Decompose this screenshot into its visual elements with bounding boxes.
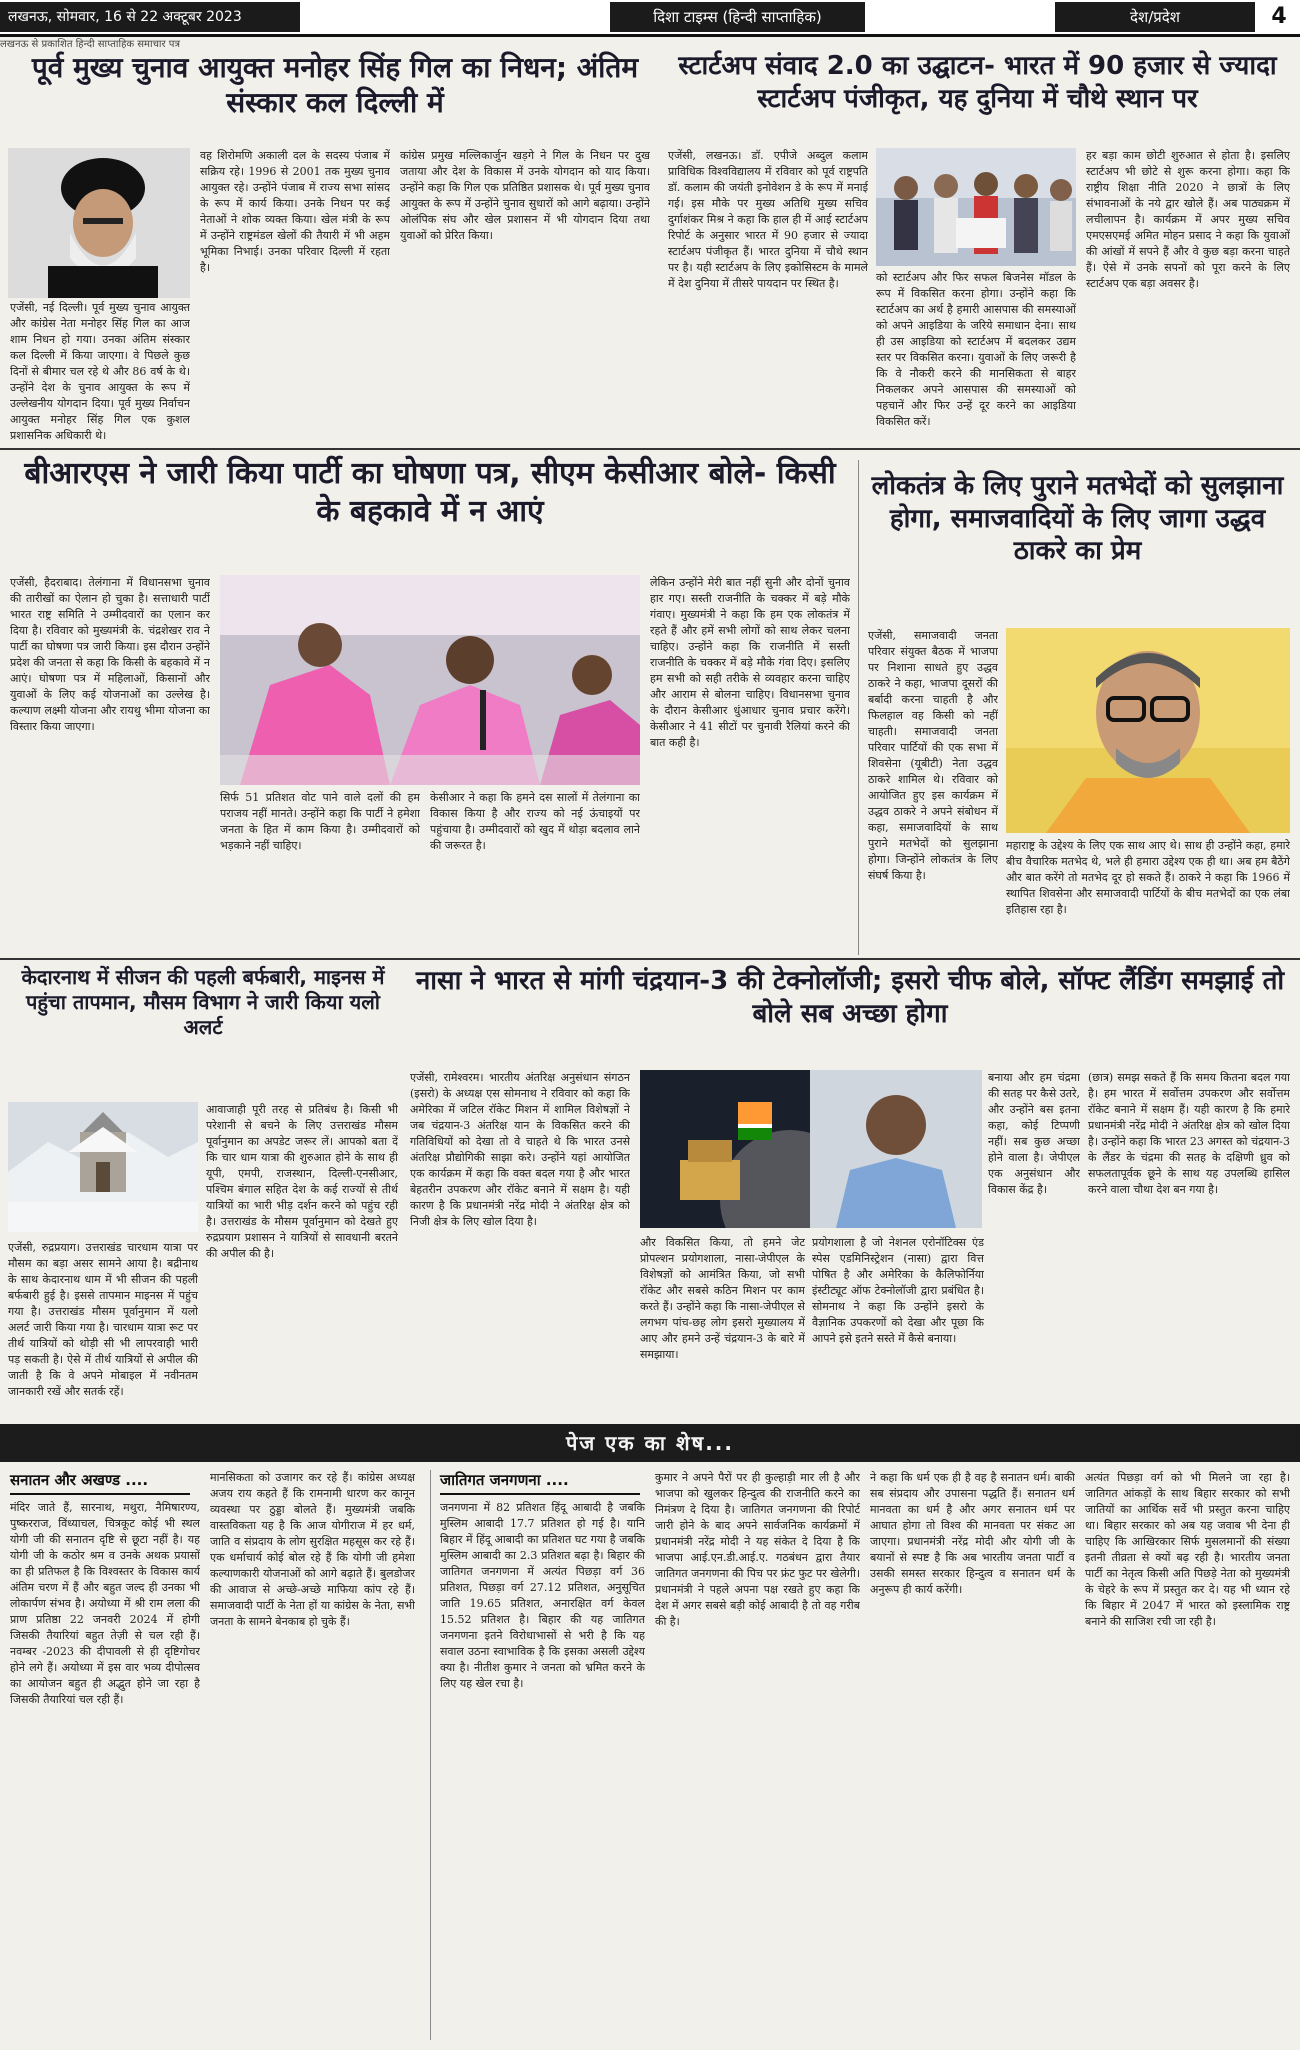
kedarnath-photo <box>8 1102 198 1232</box>
startup-headline: स्टार्टअप संवाद 2.0 का उद्घाटन- भारत में 90 हजार से ज्यादा स्टार्टअप पंजीकृत, यह दुनिया में चौथे स्थान पर <box>678 51 1277 114</box>
divider <box>0 958 1300 960</box>
kedarnath-headline: केदारनाथ में सीजन की पहली बर्फबारी, माइनस में पहुंचा तापमान, मौसम विभाग ने जारी किया यलो अलर्ट <box>21 965 385 1039</box>
startup-column-2: को स्टार्टअप और फिर सफल बिजनेस मॉडल के रूप में विकसित करना होगा। उन्होंने कहा कि स्टार्टअप का अर्थ है हमारी आसपास की समस्याओं को अपने आइडिया के जरिये समाधान देना। साथ ही उस आइडिया को स्टार्टअप में बदलकर उद्यम स्तर पर विकसित करना। युवाओं के लिए जरूरी है कि वे नौकरी करने की मानसिकता से बाहर निकलकर अपने आसपास की समस्याओं को पहचानें और फिर उन्हें दूर करने का आइडिया विकसित करें। <box>876 271 1076 428</box>
startup-column-1: एजेंसी, लखनऊ। डॉ. एपीजे अब्दुल कलाम प्राविधिक विश्वविद्यालय में रविवार को पूर्व राष्ट्रपति डॉ. कलाम की जयंती इनोवेशन डे के रूप में मनाई गई। इस मौके पर मुख्य अतिथि मुख्य सचिव दुर्गाशंकर मिश्र ने कहा कि हाल ही में आई स्टार्टअप रिपोर्ट के अनुसार भारत में 90 हजार से ज्यादा स्टार्टअप पंजीकृत हैं। भारत दुनिया में चौथे स्थान पर है। यही स्टार्टअप के लिए इकोसिस्टम के मामले में देश दुनिया में तीसरे पायदान पर स्थित है। <box>668 149 868 290</box>
continued-banner: पेज एक का शेष... <box>0 1424 1300 1462</box>
brs-column-4: लेकिन उन्होंने मेरी बात नहीं सुनी और दोनों चुनाव हार गए। सस्ती राजनीति के चक्कर में बड़े मौके गंवाए। मुख्यमंत्री ने कहा कि हम एक लोकतंत्र में रहते हैं और हमें सभी लोगों को साथ लेकर चलना चाहिए। उन्होंने कहा कि राजनीति में सस्ती राजनीति के चक्कर में बड़े मौके गंवा दिए। इसलिए हम सभी को सही तरीके से व्यवहार करना चाहिए और आराम से बोलना चाहिए। विधानसभा चुनाव के दौरान केसीआर धुंआधार चुनाव प्रचार करेंगे। केसीआर ने 41 सीटों पर चुनावी रैलियां करने की बात कही है। <box>650 576 850 749</box>
isro-photo <box>640 1070 982 1228</box>
page-number: 4 <box>1271 4 1287 29</box>
startup-photo <box>876 148 1076 266</box>
brs-column-2: सिर्फ 51 प्रतिशत वोट पाने वाले दलों की हम पराजय नहीं मानते। उन्होंने कहा कि पार्टी ने हमेशा जनता के हित में काम किया है। उम्मीदवारों को भड़काने नहीं चाहिए। <box>220 791 420 852</box>
brs-headline: बीआरएस ने जारी किया पार्टी का घोषणा पत्र, सीएम केसीआर बोले- किसी के बहकावे में न आएं <box>24 456 836 529</box>
census-column-3: ने कहा कि धर्म एक ही है वह है सनातन धर्म। बाकी सब संप्रदाय और उपासना पद्धति हैं। सनातन धर्म मानवता का धर्म है और अगर सनातन धर्म पर आघात होगा तो विश्व की मानवता पर संकट आ जाएगा। प्रधानमंत्री नरेंद्र मोदी और योगी जी के बयानों से स्पष्ट है कि अब भारतीय जनता पार्टी व उसकी समस्त सरकार हिन्दुत्व व सनातन धर्म के अनुरूप ही कार्य करेंगी। <box>870 1471 1075 1596</box>
paper-name: दिशा टाइम्स (हिन्दी साप्ताहिक) <box>610 2 865 32</box>
brs-column-3: केसीआर ने कहा कि हमने दस सालों में तेलंगाना का विकास किया है और राज्य को नई ऊंचाइयों पर पहुंचाया है। उम्मीदवारों को खुद में थोड़ा बदलाव लाने की जरूरत है। <box>430 791 640 852</box>
census-column-1: जनगणना में 82 प्रतिशत हिंदू आबादी है जबकि मुस्लिम आबादी 17.7 प्रतिशत हो गई है। यानि बिहार में हिंदू आबादी का प्रतिशत घट गया है जबकि मुस्लिम आबादी का 2.3 प्रतिशत बढ़ा है। बिहार की जातिगत जनगणना में अत्यंत पिछड़ा वर्ग 36 प्रतिशत, पिछड़ा वर्ग 27.12 प्रतिशत, अनुसूचित जाति 19.65 प्रतिशत, अनारक्षित वर्ग केवल 15.52 प्रतिशत है। बिहार की यह जातिगत जनगणना इतने विरोधाभासों से भरी है कि यह सवाल उठना स्वाभाविक है कि इसका असली उद्देश्य क्या है। नीतीश कुमार ने जनता को भ्रमित करने के लिए यह खेल रचा है। <box>440 1501 645 1690</box>
brs-photo <box>220 575 640 785</box>
census-column-4: अत्यंत पिछड़ा वर्ग को भी मिलने जा रहा है। जातिगत आंकड़ों के साथ बिहार सरकार को सभी जातियों का आर्थिक सर्वे भी प्रस्तुत करना चाहिए था। बिहार सरकार को अब यह जवाब भी देना ही चाहिए कि आखिरकार सिर्फ मुसलमानों की संख्या इतनी तीव्रता से क्यों बढ़ रही है। भारतीय जनता पार्टी का नेतृत्व किसी अति पिछड़े नेता को मुख्यमंत्री के चेहरे के रूप में प्रस्तुत कर दे। यह भी ध्यान रहे कि बिहार में 2047 में भारत को इस्लामिक राष्ट्र बनाने की साजिश रची जा रही है। <box>1085 1471 1290 1628</box>
gill-column-1: एजेंसी, नई दिल्ली। पूर्व मुख्य चुनाव आयुक्त और कांग्रेस नेता मनोहर सिंह गिल का आज शाम निधन हो गया। उनका अंतिम संस्कार कल दिल्ली में किया जाएगा। वे पिछले कुछ दिनों से बीमार चल रहे थे और 86 वर्ष के थे। उन्होंने देश के चुनाव आयुक्त के रूप में उल्लेखनीय योगदान दिया। पूर्व मुख्य निर्वाचन आयुक्त मनोहर सिंह गिल एक कुशल प्रशासनिक अधिकारी थे। <box>10 301 190 442</box>
sanatan-column-2: मानसिकता को उजागर कर रहे हैं। कांग्रेस अध्यक्ष अजय राय कहते हैं कि रामनामी धारण कर कानून व्यवस्था पर ठुड्डा बोलते हैं। मुख्यमंत्री जबकि वास्तविकता यह है कि आज योगीराज में हर धर्म, जाति व संप्रदाय के लोग सुरक्षित महसूस कर रहे हैं। एक धर्माचार्य कोई बोल रहे हैं कि योगी जी हमेशा कल्याणकारी योजनाओं को आगे बढ़ाते हैं। बुलडोजर की आवाज से अच्छे-अच्छे माफिया कांप रहे हैं। समाजवादी पार्टी के नेता हों या कांग्रेस के नेता, सभी जनता के सामने बेनकाब हो चुके हैं। <box>210 1471 415 1628</box>
gill-headline: पूर्व मुख्य चुनाव आयुक्त मनोहर सिंह गिल का निधन; अंतिम संस्कार कल दिल्ली में <box>31 51 639 119</box>
kedarnath-column-2: आवाजाही पूरी तरह से प्रतिबंध है। किसी भी परेशानी से बचने के लिए उत्तराखंड मौसम पूर्वानुमान का अपडेट जरूर लें। आपको बता दें कि चार धाम यात्रा की शुरुआत होने के साथ ही यूपी, एमपी, राजस्थान, दिल्ली-एनसीआर, पश्चिम बंगाल सहित देश के कई राज्यों से तीर्थ यात्रियों का भारी भीड़ दर्शन करने को पहुंच रही है। उत्तराखंड के मौसम पूर्वानुमान को देखते हुए रुद्रप्रयाग प्रशासन ने यात्रियों से सावधानी बरतने की अपील की है। <box>206 1103 398 1260</box>
uddhav-photo <box>1006 628 1290 833</box>
divider <box>430 1470 431 2040</box>
brs-column-1: एजेंसी, हैदराबाद। तेलंगाना में विधानसभा चुनाव की तारीखों का ऐलान हो चुका है। सत्ताधारी पार्टी भारत राष्ट्र समिति ने उम्मीदवारों का एलान कर दिया है। रविवार को मुख्यमंत्री के. चंद्रशेखर राव ने पार्टी का घोषणा पत्र जारी किया। इस दौरान उन्होंने प्रदेश की जनता से कहा कि किसी के बहकावे में न आएं। घोषणा पत्र में महिलाओं, किसानों और युवाओं के लिए कई योजनाओं का उल्लेख है। कल्याण लक्ष्मी योजना और रायथु भीमा योजना का विस्तार किया जाएगा। <box>10 576 210 733</box>
startup-column-3: हर बड़ा काम छोटी शुरुआत से होता है। इसलिए स्टार्टअप भी छोटे से शुरू करना होगा। कहा कि राष्ट्रीय शिक्षा नीति 2020 ने छात्रों के लिए संभावनाओं के नये द्वार खोले हैं। अब पाठ्यक्रम में लचीलापन है। कार्यक्रम में अपर मुख्य सचिव एमएसएमई अमित मोहन प्रसाद ने कहा कि युवाओं की आंखों में सपने हैं और वे कुछ बड़ा करना चाहते हैं। ऐसे में उनके सपनों को पूरा करने के लिए स्टार्टअप एक बड़ा अवसर है। <box>1086 149 1290 290</box>
divider <box>0 448 1300 450</box>
masthead-subline: लखनऊ से प्रकाशित हिन्दी साप्ताहिक समाचार पत्र <box>0 39 180 50</box>
section-label: देश/प्रदेश <box>1055 2 1255 32</box>
gill-photo <box>8 148 190 298</box>
isro-column-2: बनाया और हम चंद्रमा की सतह पर कैसे उतरे, और उन्होंने बस इतना कहा, कोई टिप्पणी नहीं। सब कुछ अच्छा होने वाला है। जेपीएल एक अनुसंधान और विकास केंद्र है। <box>988 1071 1080 1196</box>
gill-column-2: वह शिरोमणि अकाली दल के सदस्य पंजाब में सक्रिय रहे। 1996 से 2001 तक मुख्य चुनाव आयुक्त रहे। उन्होंने पंजाब में राज्य सभा सांसद के रूप में कार्य किया। उनके निधन पर कई नेताओं ने शोक व्यक्त किया। खेल मंत्री के रूप में उन्होंने राष्ट्रमंडल खेलों की तैयारी में भी अहम भूमिका निभाई। उनका परिवार दिल्ली में रहता है। <box>200 149 390 274</box>
census-heading: जातिगत जनगणना .... <box>440 1470 640 1495</box>
masthead <box>0 0 1300 37</box>
isro-column-5: (छात्र) समझ सकते हैं कि समय कितना बदल गया है। हम भारत में सर्वोत्तम उपकरण और सर्वोत्तम रॉकेट बनाने में सक्षम हैं। यही कारण है कि हमारे प्रधानमंत्री नरेंद्र मोदी ने अंतरिक्ष क्षेत्र को खोल दिया है। उन्होंने कहा कि भारत 23 अगस्त को चंद्रयान-3 के लैंडर के चंद्रमा की सतह के दक्षिणी ध्रुव को सफलतापूर्वक छूने के साथ यह उपलब्धि हासिल करने वाला चौथा देश बन गया है। <box>1088 1071 1290 1196</box>
dateline: लखनऊ, सोमवार, 16 से 22 अक्टूबर 2023 <box>0 2 300 32</box>
sanatan-heading: सनातन और अखण्ड .... <box>10 1470 190 1495</box>
isro-headline: नासा ने भारत से मांगी चंद्रयान-3 की टेक्नोलॉजी; इसरो चीफ बोले, सॉफ्ट लैंडिंग समझाई तो बोले सब अच्छा होगा <box>415 966 1285 1029</box>
isro-column-1: एजेंसी, रामेश्वरम। भारतीय अंतरिक्ष अनुसंधान संगठन (इसरो) के अध्यक्ष एस सोमनाथ ने रविवार को कहा कि अमेरिका में जटिल रॉकेट मिशन में शामिल विशेषज्ञों ने जब चंद्रयान-3 अंतरिक्ष यान के विकसित करने की गतिविधियों को देखा तो वे चाहते थे कि भारत उनसे अंतरिक्ष प्रौद्योगिकी साझा करे। उन्होंने यहां आयोजित एक कार्यक्रम में कहा कि वक्त बदल गया है और भारत बेहतरीन उपकरण और रॉकेट बनाने में सक्षम है। यही कारण है कि प्रधानमंत्री नरेंद्र मोदी ने अंतरिक्ष क्षेत्र को निजी क्षेत्र के लिए खोल दिया है। <box>410 1071 630 1228</box>
isro-column-3: और विकसित किया, तो हमने जेट प्रोपल्शन प्रयोगशाला, नासा-जेपीएल के विशेषज्ञों को आमंत्रित किया, जो सभी रॉकेट और सबसे कठिन मिशन पर काम करते हैं। उन्होंने कहा कि नासा-जेपीएल से लगभग पांच-छह लोग इसरो मुख्यालय में आए और हमने उन्हें चंद्रयान-3 के बारे में समझाया। <box>640 1236 805 1361</box>
uddhav-headline: लोकतंत्र के लिए पुराने मतभेदों को सुलझाना होगा, समाजवादियों के लिए जागा उद्धव ठाकरे का प्रेम <box>871 471 1284 566</box>
sanatan-column-1: मंदिर जाते हैं, सारनाथ, मथुरा, नैमिषारण्य, पुष्करराज, विंध्याचल, चित्रकूट कोई भी स्थल योगी जी की सनातन दृष्टि से छूटा नहीं है। यह योगी जी के कठोर श्रम व उनके अथक प्रयासों का ही प्रतिफल है कि विश्वस्तर के विकास कार्य अंतिम चरण में हैं और बहुत जल्द ही उनका भी लोकार्पण संभव है। अयोध्या में श्री राम लला की प्राण प्रतिष्ठा 22 जनवरी 2024 में होगी जिसकी तैयारियां बहुत तेज़ी से चल रही हैं। नवम्बर -2023 की दीपावली से ही दृष्टिगोचर होने लगे हैं। अयोध्या में इस वार भव्य दीपोत्सव का आयोजन बहुत ही अद्भुत होने जा रहा है जिसकी तैयारियां चल रही हैं। <box>10 1501 200 1706</box>
census-column-2: कुमार ने अपने पैरों पर ही कुल्हाड़ी मार ली है और भाजपा को खुलकर हिन्दुत्व की राजनीति करने का निमंत्रण दे दिया है। जातिगत जनगणना की रिपोर्ट जारी होने के बाद अपने सार्वजनिक कार्यक्रमों में प्रधानमंत्री नरेंद्र मोदी ने यह संकेत दे दिया है कि भाजपा आई.एन.डी.आई.ए. गठबंधन द्वारा तैयार जातिगत जनगणना की पिच पर फ्रंट फुट पर खेलेगी। प्रधानमंत्री ने पहले अपना पक्ष रखते हुए कहा कि देश में अगर सबसे बड़ी कोई आबादी है तो वह गरीब की है। <box>655 1471 860 1628</box>
uddhav-column-1: एजेंसी, समाजवादी जनता परिवार संयुक्त बैठक में भाजपा पर निशाना साधते हुए उद्धव ठाकरे ने कहा, भाजपा दूसरों की बर्बादी करना चाहती है और फिलहाल वह किसी को नहीं चाहती। समाजवादी जनता परिवार पार्टियों की एक सभा में शिवसेना (यूबीटी) नेता उद्धव ठाकरे शामिल थे। रविवार को आयोजित हुए इस कार्यक्रम में उद्धव ठाकरे ने अपने संबोधन में कहा, समाजवादियों के साथ पुराने मतभेदों को सुलझाना होगा। जिन्होंने लोकतंत्र के लिए संघर्ष किया है। <box>868 629 998 882</box>
isro-column-4: प्रयोगशाला है जो नेशनल एरोनॉटिक्स एंड स्पेस एडमिनिस्ट्रेशन (नासा) द्वारा वित्त पोषित है और अमेरिका के कैलिफोर्निया इंस्टीट्यूट ऑफ टेक्नोलॉजी द्वारा प्रबंधित है। सोमनाथ ने कहा कि उन्होंने इसरो के वैज्ञानिक उपकरणों को देखा और पूछा कि आपने इसे इतने सस्ते में कैसे बनाया। <box>812 1236 984 1345</box>
uddhav-column-2: महाराष्ट्र के उद्देश्य के लिए एक साथ आए थे। साथ ही उन्होंने कहा, हमारे बीच वैचारिक मतभेद थे, भले ही हमारा उद्देश्य एक ही था। अब हम बैठेंगे और बात करेंगे तो मतभेद दूर हो सकते हैं। ठाकरे ने कहा कि 1966 में स्थापित शिवसेना और समाजवादी पार्टियों के बीच मतभेदों का एक लंबा इतिहास रहा है। <box>1006 839 1290 916</box>
gill-column-3: कांग्रेस प्रमुख मल्लिकार्जुन खड़गे ने गिल के निधन पर दुख जताया और देश के विकास में उनके योगदान को याद किया। उन्होंने कहा कि गिल एक प्रतिष्ठित प्रशासक थे। पूर्व मुख्य चुनाव आयुक्त के रूप में उन्होंने चुनाव सुधारों को आगे बढ़ाया। उन्होंने ओलंपिक संघ और खेल प्रशासन में भी योगदान दिया तथा युवाओं को प्रेरित किया। <box>400 149 650 242</box>
kedarnath-column-1: एजेंसी, रुद्रप्रयाग। उत्तराखंड चारधाम यात्रा पर मौसम का बड़ा असर सामने आया है। बद्रीनाथ के साथ केदारनाथ धाम में भी सीजन की पहली बर्फबारी हुई है। इससे तापमान माइनस में पहुंच गया है। उत्तराखंड मौसम पूर्वानुमान में यलो अलर्ट जारी किया गया है। चारधाम यात्रा रूट पर तीर्थ यात्रियों को थोड़ी सी भी लापरवाही भारी पड़ सकती है। ऐसे में तीर्थ यात्रियों से अपील की जाती है कि वे अपने मोबाइल में नवीनतम जानकारी रखें और सतर्क रहें। <box>8 1241 198 1398</box>
divider <box>858 460 859 955</box>
